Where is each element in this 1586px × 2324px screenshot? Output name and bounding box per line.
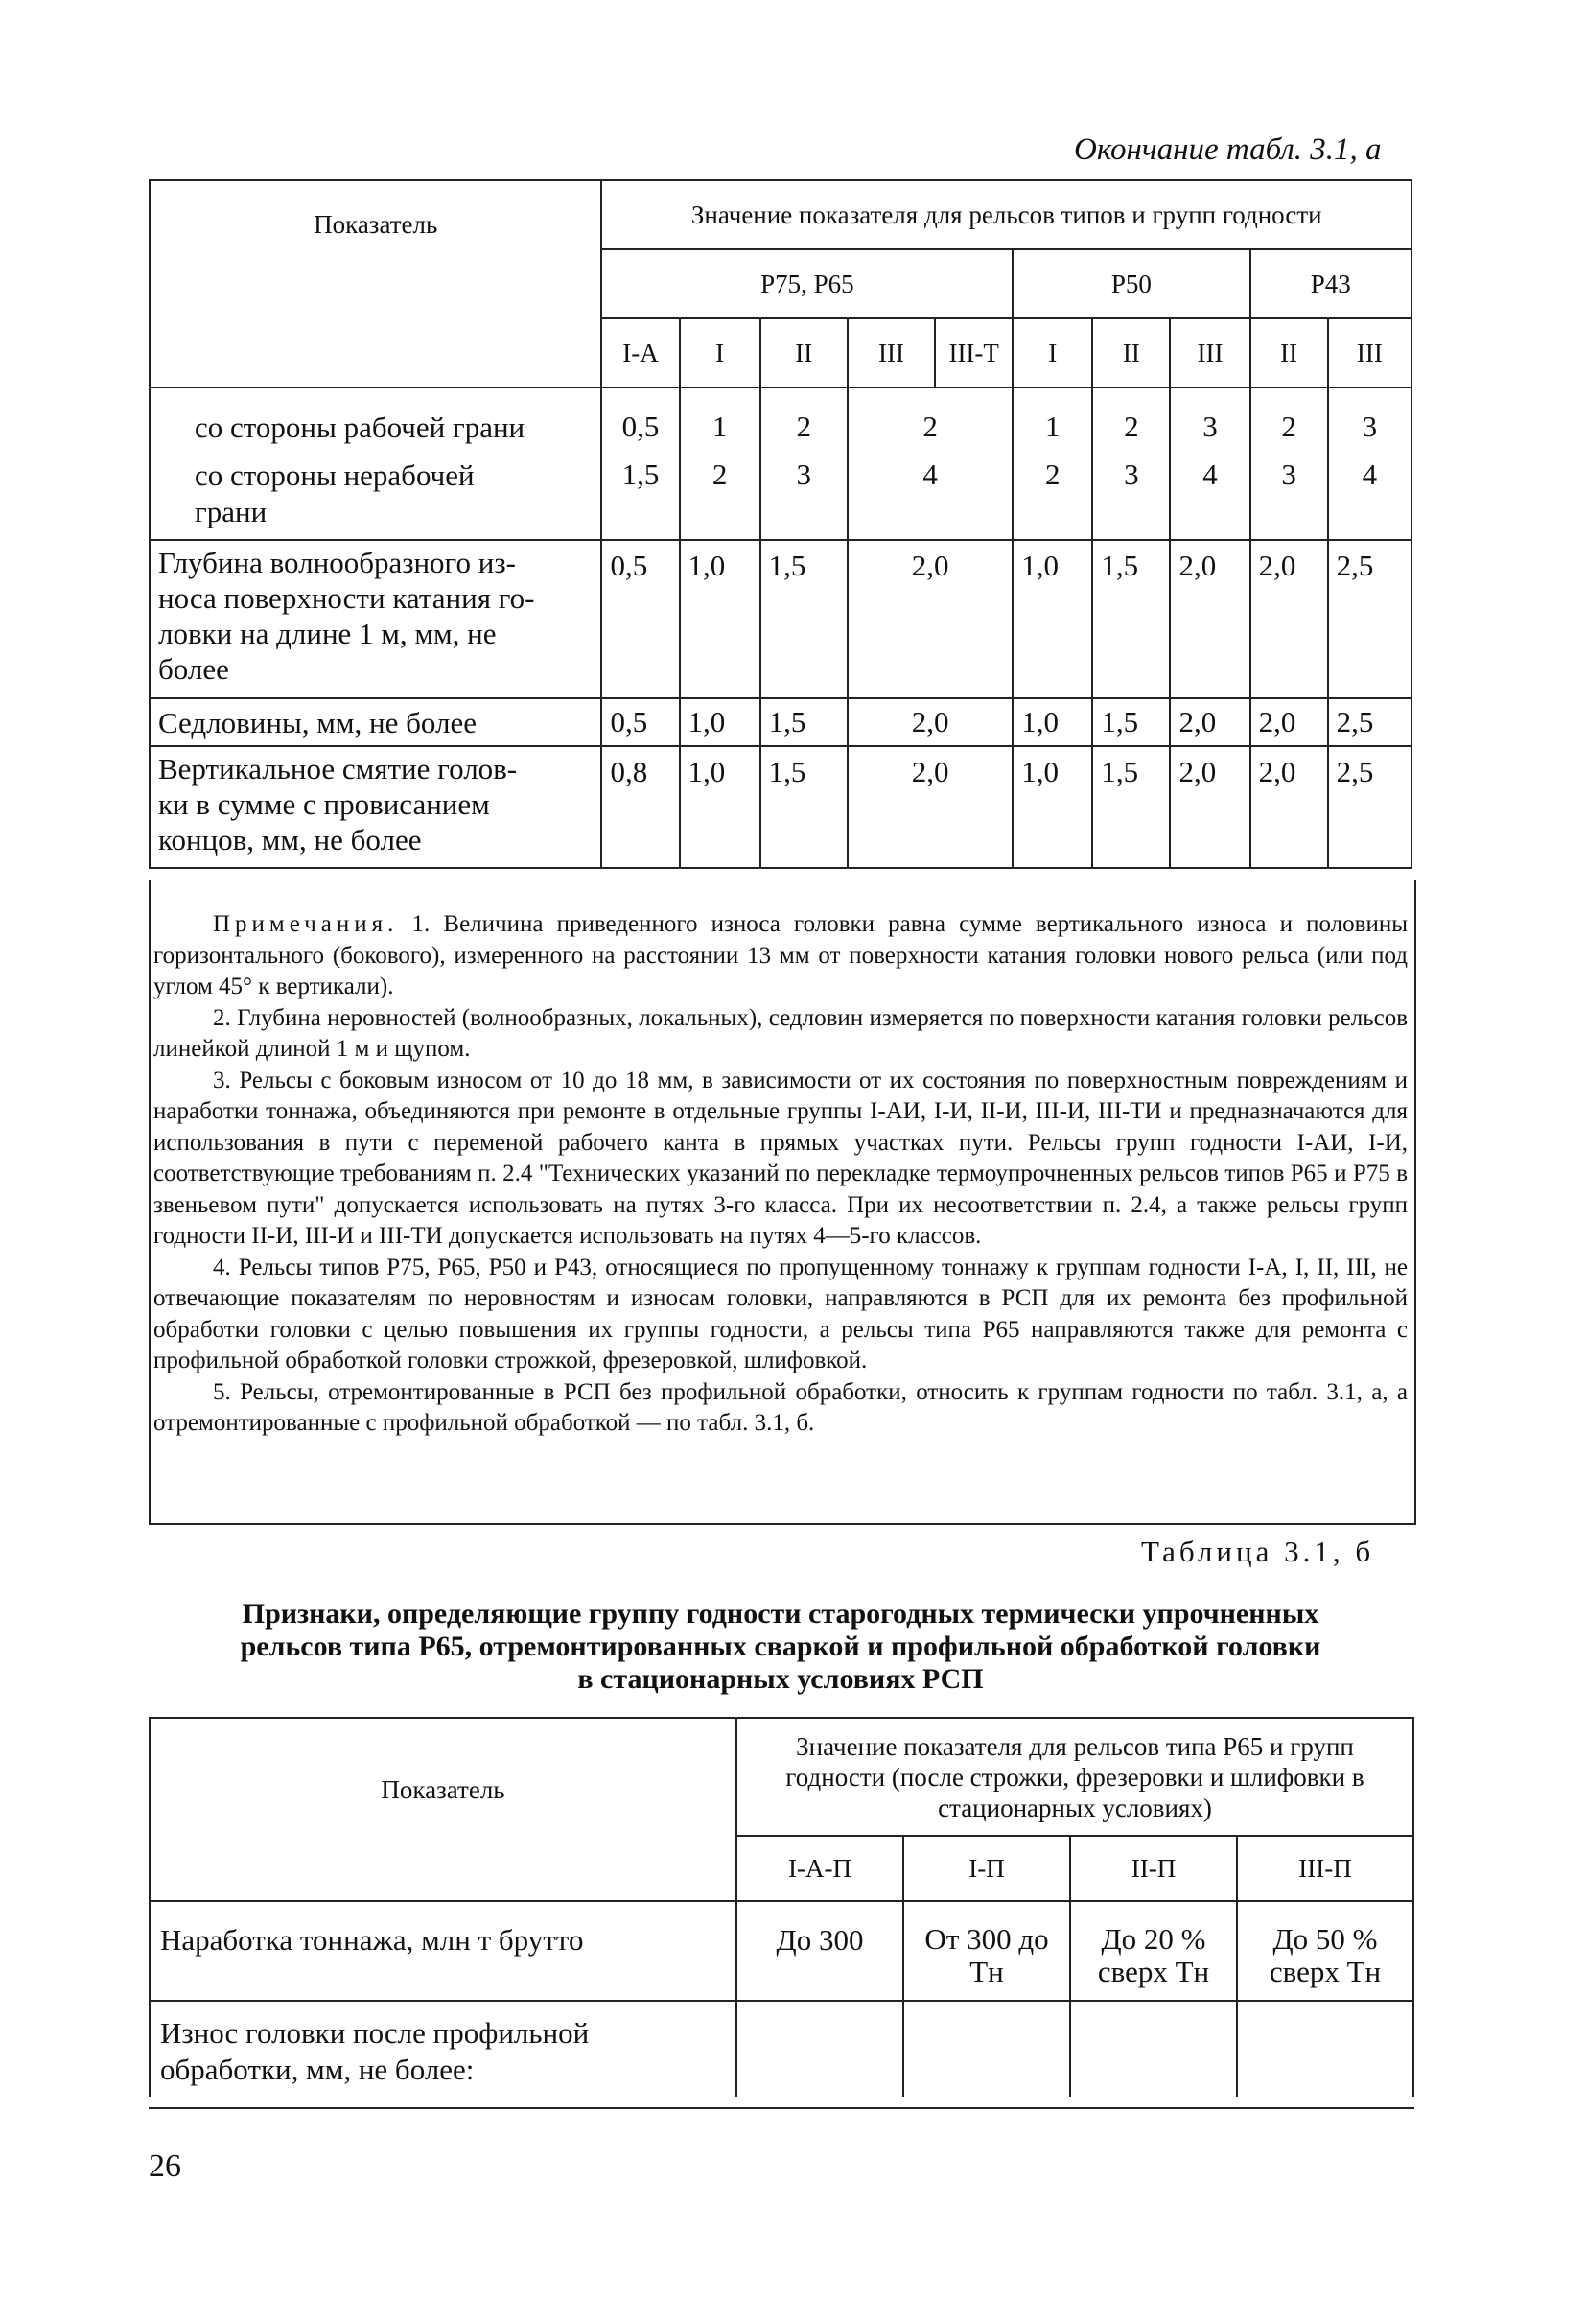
table-cell: 1,5 — [760, 698, 848, 746]
table-b — [149, 1717, 1414, 2097]
table-cell: 2,0 — [848, 540, 1013, 698]
table-cell: 4 — [1328, 450, 1411, 540]
table-cell: 2,5 — [1328, 698, 1411, 746]
table-cell: До 50 % сверх Тн — [1237, 1901, 1413, 2001]
table-cell: 2,5 — [1328, 540, 1411, 698]
table-cell: 1,0 — [1013, 746, 1092, 868]
group-header: II — [1250, 318, 1328, 387]
group-header: III — [848, 318, 935, 387]
table-cell: 1,5 — [760, 746, 848, 868]
group-header: III — [1328, 318, 1411, 387]
group-header: II — [760, 318, 848, 387]
table-cell: 0,5 — [601, 387, 679, 450]
table-cell: От 300 до Тн — [903, 1901, 1070, 2001]
table-b-title: Признаки, определяющие группу годности старогодных термически упрочненных рельсов типа Р65, отремонтированных сваркой и профильной обработкой головки в стационарных условиях РСП — [240, 1598, 1321, 1695]
table-cell — [903, 2001, 1070, 2097]
note-4: 4. Рельсы типов Р75, Р65, Р50 и Р43, относящиеся по пропущенному тоннажу к группам годности I-А, I, II, III, не отвечающие показателям по неровностям и износам головки, направляются в РСП для их ремонта без профильной обработки головки с целью повышения их группы годности, а рельсы типа Р65 направляются также для ремонта с профильной обработкой головки строжкой, фрезеровкой, шлифовкой. — [153, 1254, 1408, 1373]
table-cell: 1 — [680, 387, 760, 450]
table-cell — [736, 2001, 903, 2097]
table-cell: 1,5 — [760, 540, 848, 698]
table-cell: До 300 — [736, 1901, 903, 2001]
row-label: со стороны нерабочей грани — [150, 450, 601, 540]
note-5: 5. Рельсы, отремонтированные в РСП без профильной обработки, относить к группам годности по табл. 3.1, а, а отремонтированные с профильной обработкой — по табл. 3.1, б. — [153, 1378, 1408, 1436]
row-label: Наработка тоннажа, млн т брутто — [150, 1901, 736, 2001]
table-cell: 1,5 — [601, 450, 679, 540]
table-b-caption: Таблица 3.1, б — [1141, 1535, 1375, 1568]
table-cell: 2,0 — [848, 698, 1013, 746]
group-header: I — [680, 318, 760, 387]
table-b-bottom-rule — [149, 2107, 1414, 2109]
table-cell: 1,5 — [1092, 746, 1170, 868]
table-cell: До 20 % сверх Тн — [1070, 1901, 1237, 2001]
table-cell: 3 — [760, 450, 848, 540]
table-cell: 1,5 — [1092, 540, 1170, 698]
table-cell: 2,0 — [1250, 540, 1328, 698]
table-cell: 1,0 — [1013, 698, 1092, 746]
page-number: 26 — [149, 2148, 181, 2184]
row-label: со стороны рабочей грани — [150, 387, 601, 450]
table-cell: 2 — [760, 387, 848, 450]
table-cell: 1,0 — [1013, 540, 1092, 698]
table-cell: 2,0 — [1170, 698, 1249, 746]
rail-type-p43: Р43 — [1250, 249, 1411, 318]
table-cell: 3 — [1328, 387, 1411, 450]
table-cell: 2 — [1250, 387, 1328, 450]
group-header: III — [1170, 318, 1249, 387]
table-cell: 2 — [680, 450, 760, 540]
table-cell: 2,0 — [1170, 746, 1249, 868]
table-cell: 4 — [848, 450, 1013, 540]
table-cell: 1,0 — [680, 540, 760, 698]
table-cell: 0,5 — [601, 698, 679, 746]
table-cell: 3 — [1250, 450, 1328, 540]
table-cell: 2,0 — [1250, 698, 1328, 746]
row-label: Седловины, мм, не более — [150, 698, 601, 746]
note-3: 3. Рельсы с боковым износом от 10 до 18 мм, в зависимости от их состояния по поверхностным повреждениям и наработки тоннажа, объединяются при ремонте в отдельные группы I-АИ, I-И, II-И, III-И, III-ТИ и предназначаются для использования в пути с переменой рабочего канта в прямых участках пути. Рельсы групп годности I-АИ, I-И, соответствующие требованиям п. 2.4 "Технических указаний по перекладке термоупрочненных рельсов типов Р65 и Р75 в звеньевом пути" допускается использовать на путях 3-го класса. При их несоответствии п. 2.4, а также рельсы групп годности II-И, III-И и III-ТИ допускается использовать на путях 4—5-го классов. — [153, 1067, 1408, 1249]
table-a — [149, 179, 1412, 869]
table-cell — [1070, 2001, 1237, 2097]
group-header: III-П — [1237, 1836, 1413, 1901]
group-header: III-Т — [935, 318, 1013, 387]
table-cell: 1,0 — [680, 698, 760, 746]
group-header: II — [1092, 318, 1170, 387]
indicator-header: Показатель — [150, 180, 601, 387]
table-cell: 2,0 — [1170, 540, 1249, 698]
table-cell: 2 — [848, 387, 1013, 450]
rail-type-p50: Р50 — [1013, 249, 1249, 318]
row-label: Вертикальное смятие голов- ки в сумме с провисанием концов, мм, не более — [150, 746, 601, 868]
table-cell — [1237, 2001, 1413, 2097]
table-cell: 3 — [1170, 387, 1249, 450]
continuation-caption: Окончание табл. 3.1, а — [1074, 132, 1382, 167]
value-header: Значение показателя для рельсов типов и групп годности — [601, 180, 1411, 249]
table-cell: 2 — [1092, 387, 1170, 450]
table-b-indicator-header: Показатель — [150, 1718, 736, 1901]
table-cell: 3 — [1092, 450, 1170, 540]
table-cell: 4 — [1170, 450, 1249, 540]
rail-type-p75-p65: Р75, Р65 — [601, 249, 1013, 318]
group-header: I-А — [601, 318, 679, 387]
table-cell: 2,0 — [1250, 746, 1328, 868]
table-cell: 1 — [1013, 387, 1092, 450]
group-header: I-А-П — [736, 1836, 903, 1901]
table-cell: 1,5 — [1092, 698, 1170, 746]
table-cell: 2,5 — [1328, 746, 1411, 868]
table-cell: 2,0 — [848, 746, 1013, 868]
group-header: I-П — [903, 1836, 1070, 1901]
table-b-value-header: Значение показателя для рельсов типа Р65 и групп годности (после строжки, фрезеровки и шлифовки в стационарных условиях) — [736, 1718, 1413, 1836]
note-2: 2. Глубина неровностей (волнообразных, локальных), седловин измеряется по поверхности катания головки рельсов линейкой длиной 1 м и щупом. — [153, 1004, 1408, 1062]
notes — [153, 909, 1408, 1440]
group-header: I — [1013, 318, 1092, 387]
row-label: Глубина волнообразного из- носа поверхности катания го- ловки на длине 1 м, мм, не более — [150, 540, 601, 698]
group-header: II-П — [1070, 1836, 1237, 1901]
table-cell: 0,5 — [601, 540, 679, 698]
table-cell: 0,8 — [601, 746, 679, 868]
table-cell: 1,0 — [680, 746, 760, 868]
note-1: 1. Величина приведенного износа головки равна сумме вертикального износа и половины горизонтального (бокового), измеренного на расстоянии 13 мм от поверхности катания головки нового рельса (или под углом 45° к вертикали). — [153, 911, 1408, 999]
notes-heading: Примечания. — [213, 911, 399, 937]
row-label: Износ головки после профильной обработки, мм, не более: — [150, 2001, 736, 2097]
table-cell: 2 — [1013, 450, 1092, 540]
